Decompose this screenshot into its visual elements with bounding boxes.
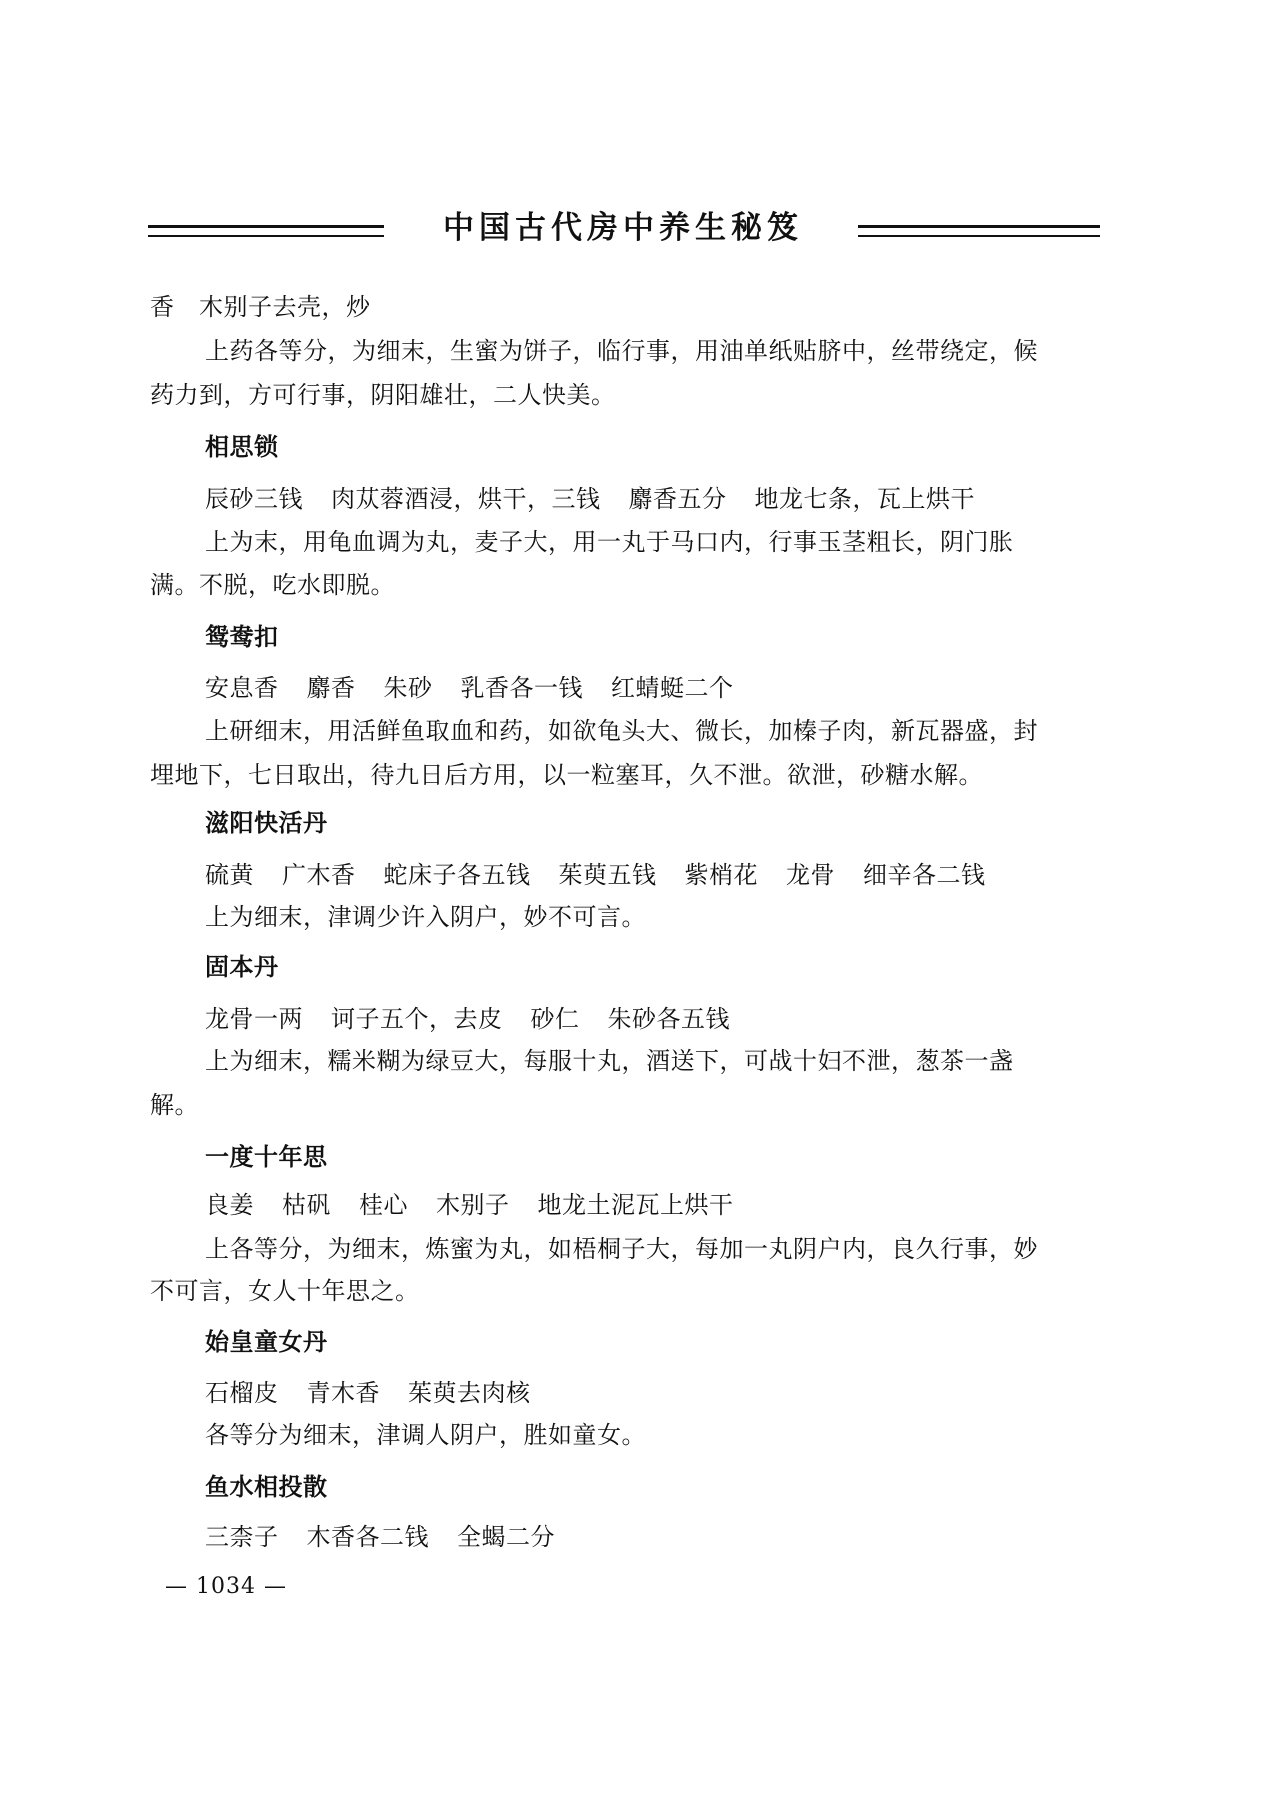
- running-header: [148, 208, 1100, 248]
- text-line: 解。: [150, 1091, 199, 1119]
- ingredient: 茱萸去肉核: [408, 1379, 531, 1407]
- ingredient: 砂仁: [530, 1005, 580, 1033]
- ingredient: 桂心: [359, 1191, 408, 1219]
- ingredient: 良姜: [205, 1191, 254, 1219]
- ingredient: 龙骨: [786, 861, 835, 889]
- ingredient: 蛇床子各五钱: [383, 861, 531, 889]
- ingredient: 青木香: [306, 1379, 380, 1407]
- ingredient: 石榴皮: [205, 1379, 279, 1407]
- recipe-heading: 鸳鸯扣: [205, 623, 279, 651]
- text-line: 上研细末，用活鲜鱼取血和药，如欲龟头大、微长，加榛子肉，新瓦器盛，封: [205, 717, 1038, 745]
- text-line: 不可言，女人十年思之。: [150, 1277, 420, 1305]
- text-line: 上各等分，为细末，炼蜜为丸，如梧桐子大，每加一丸阴户内，良久行事，妙: [205, 1235, 1038, 1263]
- ingredient: 龙骨一两: [205, 1005, 303, 1033]
- text-line: 药力到，方可行事，阴阳雄壮，二人快美。: [150, 381, 616, 409]
- ingredient: 广木香: [282, 861, 356, 889]
- ingredient: 诃子五个，去皮: [331, 1005, 503, 1033]
- ingredient: 全蝎二分: [457, 1523, 555, 1551]
- ingredient: 地龙土泥瓦上烘干: [537, 1191, 734, 1219]
- ingredient: 地龙七条，瓦上烘干: [754, 485, 975, 513]
- ingredient: 硫黄: [205, 861, 254, 889]
- ingredient-line: [205, 484, 975, 514]
- text-line: 上药各等分，为细末，生蜜为饼子，临行事，用油单纸贴脐中，丝带绕定，候: [205, 337, 1038, 365]
- text-line: 满。不脱，吃水即脱。: [150, 571, 395, 599]
- ingredient: 肉苁蓉酒浸，烘干，三钱: [331, 485, 601, 513]
- ingredient-line: [205, 1190, 734, 1220]
- text-line: 埋地下，七日取出，待九日后方用，以一粒塞耳，久不泄。欲泄，砂糖水解。: [150, 761, 983, 789]
- ingredient: 木香各二钱: [306, 1523, 429, 1551]
- recipe-heading: 鱼水相投散: [205, 1473, 328, 1501]
- header-rule-right: [858, 225, 1100, 237]
- recipe-heading: 一度十年思: [205, 1143, 328, 1171]
- ingredient: 麝香: [306, 674, 356, 702]
- text-line: 上为细末，津调少许入阴户，妙不可言。: [205, 903, 646, 931]
- ingredient-line: [205, 1004, 730, 1034]
- ingredient: 红蜻蜓二个: [611, 674, 734, 702]
- ingredient: 紫梢花: [684, 861, 758, 889]
- text-line: 香 木别子去壳，炒: [150, 293, 371, 321]
- header-title: 中国古代房中养生秘笈: [443, 210, 803, 246]
- ingredient: 乳香各一钱: [460, 674, 583, 702]
- ingredient: 辰砂三钱: [205, 485, 303, 513]
- header-rule-left: [148, 225, 384, 237]
- recipe-heading: 固本丹: [205, 953, 279, 981]
- ingredient: 枯矾: [282, 1191, 331, 1219]
- ingredient-line: [205, 860, 986, 890]
- ingredient-line: [205, 1522, 555, 1552]
- ingredient-line: [205, 673, 734, 703]
- ingredient: 麝香五分: [628, 485, 727, 513]
- ingredient: 茱萸五钱: [558, 861, 657, 889]
- ingredient-line: [205, 1378, 531, 1408]
- recipe-heading: 相思锁: [205, 433, 279, 461]
- ingredient: 朱砂各五钱: [607, 1005, 730, 1033]
- text-line: 上为末，用龟血调为丸，麦子大，用一丸于马口内，行事玉茎粗长，阴门胀: [205, 528, 1014, 556]
- ingredient: 安息香: [205, 674, 279, 702]
- ingredient: 朱砂: [383, 674, 433, 702]
- ingredient: 三柰子: [205, 1523, 279, 1551]
- ingredient: 细辛各二钱: [863, 861, 986, 889]
- ingredient: 木别子: [436, 1191, 510, 1219]
- text-line: 各等分为细末，津调人阴户，胜如童女。: [205, 1421, 646, 1449]
- text-line: 上为细末，糯米糊为绿豆大，每服十丸，酒送下，可战十妇不泄，葱茶一盏: [205, 1047, 1014, 1075]
- page-number: — 1034 —: [165, 1574, 287, 1599]
- recipe-heading: 滋阳快活丹: [205, 809, 328, 837]
- recipe-heading: 始皇童女丹: [205, 1328, 328, 1356]
